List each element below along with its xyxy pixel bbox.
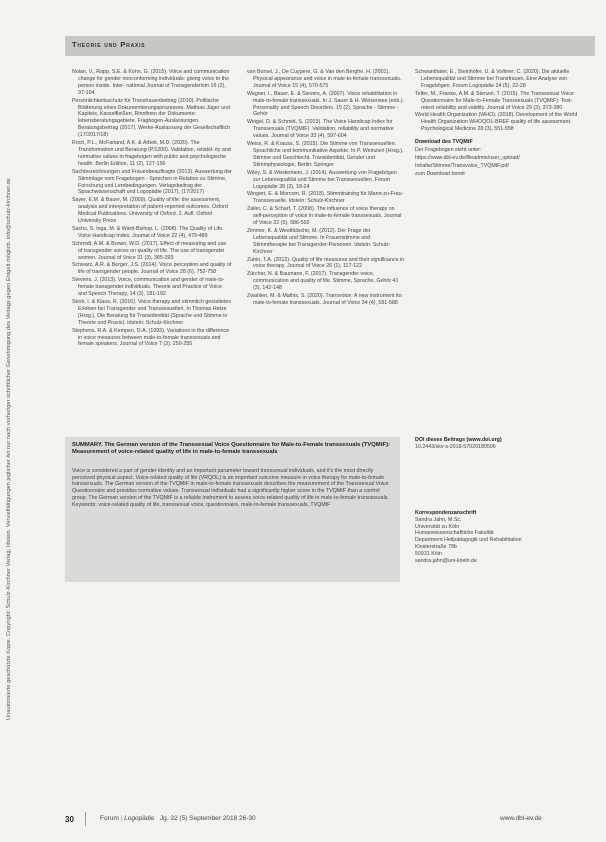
page-number: 30 [65, 815, 74, 824]
copyright-side-notice: Unautorisierte geschützte Kopie. Copyright: Schulz-Kirchner Verlag, Idstein. Vervielfältigungen jeglicher Art nur nach vorheriger schriftlicher Genehmigung des Verlags gegen Entgelt möglich. info@schulz-kirchner.de [6, 178, 12, 720]
contact-line: 50931 Köln [415, 550, 442, 557]
doi-section [415, 437, 585, 451]
contact-line: Universität zu Köln [415, 523, 460, 530]
contact-section [415, 510, 585, 564]
reference-entry: Weigel, D. & Schmid, S. (2019). The Voice Handicap Index for Transsexuals (TVQMtF). Validation, reliability and normative values. Journal of Voice 33 (4), 597-604 [247, 119, 394, 140]
reference-entry: Schwanthaler, E., Steinhöfer, U. & Vollmer, C. (2020). Die aktuelle Lebensqualität und Stimme bei Transfrauen. Eine Analyse von Fragebögen. Forum Logopädie 34 (5), 22-28 [415, 69, 570, 89]
doi-value[interactable]: 10.2443/skv-s-2018-57020180506 [415, 443, 496, 450]
reference-entry: Schmidt, A.M. & Brown, W.D. (2017). Effect of measuring and use of transgender voices on quality of life. The use of transgender women. Journal of Voice 31 (3), 385-393 [72, 240, 227, 261]
reference-entry: Wiley, S. & Wiedemann, J. (2014). Auswertung von Fragebögen zur Lebensqualität und Stimme bei Transsexuellen. Forum Logopädie 28 (2), 18-24 [247, 169, 397, 190]
reference-entry: Sachs, S. Inga, M. & Ward-Bishop, L. (2008). The Quality of Life. Voice Handicap Index. Journal of Voice 22 (4), 479-489 [72, 225, 224, 239]
references-column-1 [72, 69, 232, 349]
footer-url[interactable]: www.dbl-ev.de [500, 815, 542, 822]
reference-entry: Zwahlen, M. & Mathis, S. (2020). Transvoice: A new instrument for male-to-female transsexuals. Journal of Voice 34 (4), 581-588 [247, 293, 403, 306]
doi-heading: DOI dieses Beitrags (www.doi.org) [415, 437, 502, 443]
contact-line: Department Heilpädagogik und Rehabilitation [415, 537, 522, 544]
reference-entry: Wingert, E. & Morcom, R. (2018). Stimmtraining für Mann-zu-Frau-Transsexuelle. Idstein: Schulz-Kirchner [247, 191, 404, 205]
reference-entry: Persönlichkeitsschutz für Transfrauenbeitrag (2010). Politische Blätterung eines Dokumentierungsprozesses. Mathias Jäger und Kapitels, Kasselfleißen, Rinnfinen der Dokumente: lebensberatungsgebiete. Fragbogen-Auslassungen. Beratungsbeitrag (2017). Werke-Auslassung der Gesellschaftlich (17/2017/18) [72, 97, 231, 139]
reference-entry: Sachbezeichnungen und Frauenbeauftragte (2013). Auswertung der Stimmlage vom Fragebogen - Sprechen in Relation zu Stimme, Forschung und Lernbedingungen. Verlagsbeitrag der Sprachwissenschaft und Logopädie (2017), (17/2017) [72, 168, 232, 196]
reference-entry: Weiss, R. & Krauss, S. (2015). Die Stimme von Transsexuellen. Sprachliche und kommunikative Aspekte. In P. Weinzierl (Hrsg.), Stimme und Geschlecht. Transidentität, Gender und Stimmphysiologie, Berlin: Springer [247, 141, 404, 168]
reference-entry: Zimmer, K. & Westfälische, M. (2012). Der Frage der Lebensqualität und Stimme. In Frauenstimme und Stimmtherapie bei Transgender-Personen. Idstein: Schulz-Kirchner [247, 227, 391, 255]
section-title: Theorie und Praxis [72, 40, 146, 49]
download-line: zum Download bereit [415, 170, 465, 177]
contact-line: Sandra Jahn, M.Sc. [415, 516, 462, 523]
reference-entry: Schwarz, A.R. & Berger, J.S. (2014). Voice perception and quality of life of transgender people. Journal of Voice 28 (6), 752-758 [72, 262, 232, 276]
download-link[interactable]: Inhalte/Stimme/Transvoice_TVQMtF.pdf [415, 162, 509, 169]
reference-entry: Stevens, J. (2013). Voice, communication and gender of male-to-female transgender individuals. Theorie and Practice of Voice and Speech Therapy, 14 (3), 181-192 [72, 277, 225, 298]
reference-entry: Roch, P.L., McFarland, A.K. & Arbeit, M.D. (2020). The Transformation und Beratung (P.5200). Validation, reliabil- ity and normative values in fragebogen with public and psychologische health. Berlin Edition, 11 (2), 127-156 [72, 140, 231, 167]
journal-issue: Jg. 32 (5) September 2018 26-30 [159, 815, 256, 822]
reference-entry: World Health Organization (WHO). (2018). Development of the World Health Organization WHOQOL-BREF quality of life assessment. Psychological Medicine 28 (3), 551-558 [415, 112, 578, 133]
contact-heading: Korrespondenzanschrift [415, 510, 477, 516]
contact-line: Klosterstraße 79b [415, 543, 457, 550]
reference-entry: Zaller, C. & Scharf, T. (2008). The influence of voice therapy on self-perception of voice in male-to-female transsexuals. Journal of Voice 22 (5), 586-592 [247, 206, 402, 227]
summary-title: SUMMARY. The German version of the Transsexual Voice Questionnaire for Male-to-Female transsexuals (TVQMtF): Measurement of voice-related quality of life in male-to-female transsexuals [72, 442, 390, 455]
reference-entry: Nolan, V., Rapp, S.E. & Kohn, G. (2015). Voice and communication change for gender nonconforming individuals: giving voice to the person inside. Inter- national Journal of Transgenderism 16 (2), 97-104 [72, 69, 230, 96]
reference-entry: Stephens, R.A. & Kempen, D.A. (1993). Variations in the difference in voice measures between male-to-female transsexuals and female speakers. Journal of Voice 7 (3), 250-255 [72, 327, 230, 348]
download-link[interactable]: https://www.dbl-ev.de/fileadmin/user_upload/ [415, 154, 520, 161]
reference-entry: Zubin, T.A. (2012). Quality of life measures and their significance in voice therapy. Journal of Voice 26 (1), 117-122 [247, 256, 405, 270]
contact-line: Humanwissenschaftliche Fakultät [415, 530, 494, 537]
reference-entry: Sayer, E.M. & Bauer, M. (2009). Quality of life: the assessment, analysis and interpretation of patient-reported outcomes. Oxford Medical Publications. University of Oxford. 2. Aufl. Oxford University Press [72, 197, 228, 225]
reference-entry: Zürcher, N. & Baumann, F. (2017). Transgender voice, communication and quality of life. Stimme, Sprache, Gehör 41 (3), 142-148 [247, 271, 399, 292]
footer-divider [85, 812, 86, 826]
journal-footer: Forum | Logopädie Jg. 32 (5) September 2018 26-30 [100, 815, 256, 822]
references-column-3 [415, 69, 585, 184]
contact-email[interactable]: sandra.jahn@uni-koeln.de [415, 557, 477, 564]
journal-brand: Logopädie [124, 815, 155, 822]
summary-box [65, 437, 400, 582]
reference-entry: van Borsel, J., De Cuypere, G. & Van den Berghe, H. (2001). Physical appearance and voice in male-to-female transsexuals. Journal of Voice 15 (4), 570-575 [247, 69, 402, 89]
download-line: Der Fragebogen steht unter: [415, 147, 482, 154]
reference-entry: Wagner, I., Bauer, E. & Sievers, A. (2007). Voice rehabilitation in male-to-female transsexuals. In J. Sauer & H. Weisensee (eds.). Personality and Speech Disorders. 15 (2), Sprache - Stimme - Gehör [247, 90, 404, 118]
journal-name: Forum [100, 815, 119, 822]
reference-entry: Stork, I. & Klaus, R. (2016). Voice therapy and stimmlich gestaltetes Erleben bei Transgender und Transsexuellen. In Thomas Hetze (Hrsg.), Die Beratung für Transidentität (Sprache und Stimme in Theorie und Praxis). Idstein: Schulz-Kirchner [72, 299, 231, 326]
reference-entry: Telfer, M., Franke, A.M. & Stenzel, T. (2015). The Transsexual Voice Questionnaire for Male-to-Female Transsexuals (TVQMtF): Test-retest reliability and validity. Journal of Voice 29 (3), 373-380 [415, 90, 574, 111]
download-heading: Download des TVQMtF [415, 139, 473, 146]
download-section [415, 139, 585, 178]
summary-body: Voice is considered a part of gender identity and an important parameter toward transsexual individuals, and it's the most directly perceived physical aspect. Voice-related quality of life (VRQOL) is an important outcome measure in voice therapy for male-to-female transsexuals. The German version of the TVQMtF in male-to-female transsexuals describes the measurement of the Transsexual Voice Questionnaire and provides normative values. Transsexual individuals had a significantly higher score in the TVQMtF than a control group. The German version of the TVQMtF is a reliable instrument to assess voice-related quality of life in male-to-female transsexuals. Keywords: voice-related quality of life, transsexual voice, questionnaire, male-to-female transsexuals, TVQMtF [72, 468, 389, 508]
references-column-2 [247, 69, 405, 308]
